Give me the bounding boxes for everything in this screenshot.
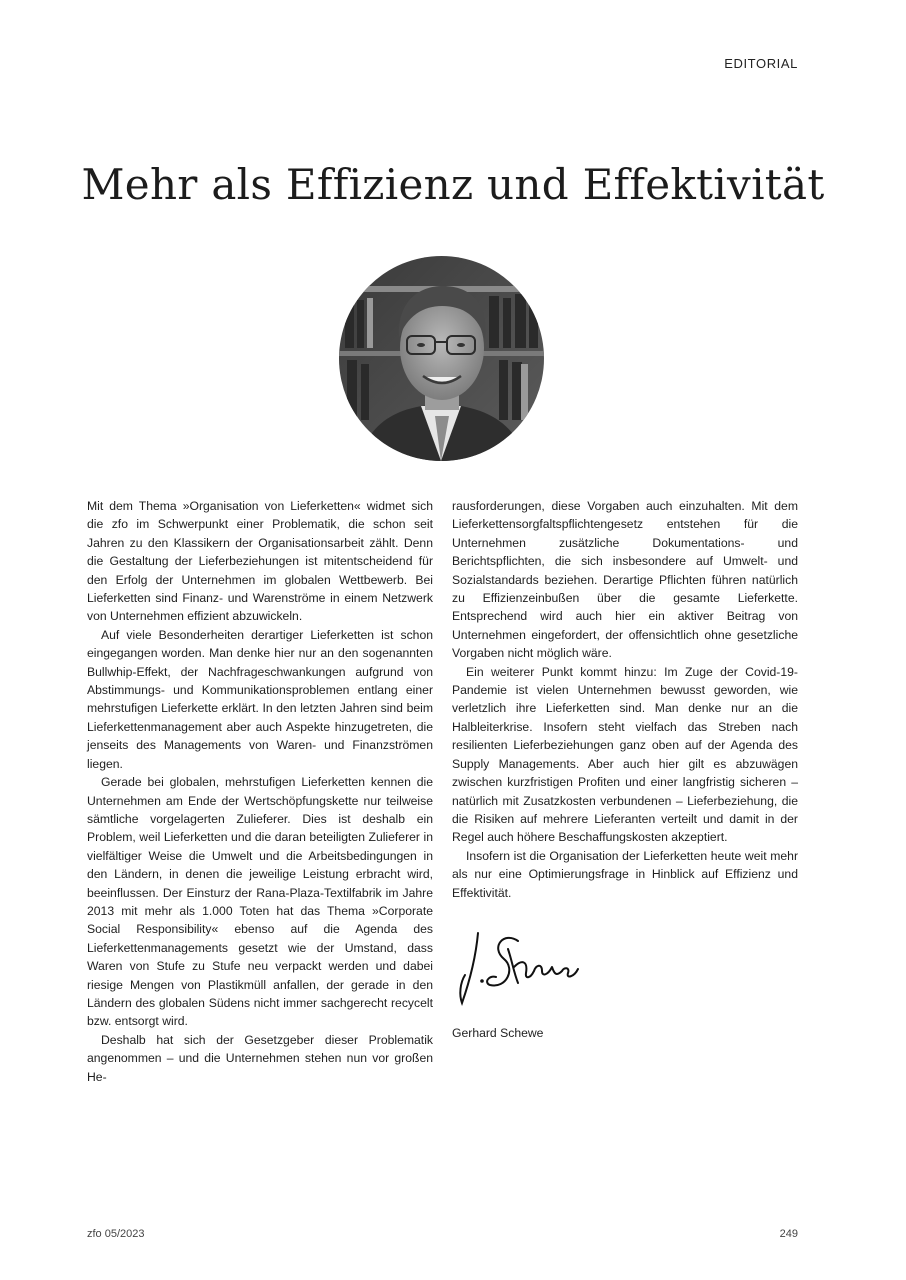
issue-label: zfo 05/2023 bbox=[87, 1228, 145, 1240]
article-column-right bbox=[452, 497, 798, 902]
article-title: Mehr als Effizienz und Effektivität bbox=[81, 160, 825, 209]
paragraph: rausforderungen, diese Vorgaben auch einzuhalten. Mit dem Lieferkettensorgfaltspflichtengesetz entstehen für die Unternehmen zusätzliche Dokumentations- und Berichtspflichten, die sich insbesondere auf Umwelt- und Sozialstandards beziehen. Derartige Pflichten führen natürlich zu Effizienzeinbußen über die gesamte Lieferkette. Entsprechend wird auch hier ein aktiver Beitrag von Unternehmen eingefordert, der offensichtlich ohne gesetzliche Vorgaben nicht möglich wäre. bbox=[452, 499, 798, 661]
author-portrait bbox=[339, 256, 544, 461]
paragraph: Ein weiterer Punkt kommt hinzu: Im Zuge der Covid-19-Pandemie ist vielen Unternehmen bewusst geworden, wie verletzlich ihre Lieferketten sind. Man denke nur an die Halbleiterkrise. Insofern steht vielfach das Streben nach resilienten Lieferbeziehungen ganz oben auf der Agenda des Supply Managements. Aber auch hier gilt es abzuwägen zwischen kurzfristigen Profiten und einer langfristig sicheren – natürlich mit Zusatzkosten verbundenen – Lieferbeziehung, die die Risiken auf mehrere Lieferanten verteilt und damit in der Regel auch höhere Beschaffungskosten akzeptiert. bbox=[452, 664, 798, 845]
paragraph: Auf viele Besonderheiten derartiger Lieferketten ist schon eingegangen worden. Man denke hier nur an den sogenannten Bullwhip-Effekt, der Nachfrageschwankungen aufgrund von Abstimmungs- und Kommunikationsproblemen entlang einer mehrstufigen Lieferkette erklärt. In den letzten Jahren sind beim Lieferkettenmanagement aber auch Aspekte hinzugetreten, die jenseits des Managements von Waren- und Finanzströmen liegen. bbox=[87, 627, 433, 771]
section-label: EDITORIAL bbox=[724, 56, 798, 71]
paragraph: Gerade bei globalen, mehrstufigen Lieferketten kennen die Unternehmen am Ende der Wertschöpfungskette nur teilweise sämtliche vorgelagerten Zulieferer. Dies ist deshalb ein Problem, weil Lieferketten und die daran beteiligten Zulieferer in vielfältiger Weise die Umwelt und die Arbeitsbedingungen in den Ländern, in denen die jeweilige Leistung erbracht wird, beeinflussen. Der Einsturz der Rana-Plaza-Textilfabrik im Jahre 2013 mit mehr als 1.000 Toten hat das Thema »Corporate Social Responsibility« ebenso auf die Agenda des Lieferkettenmanagements gesetzt wie der Umstand, dass Waren von Stufe zu Stufe neu verpackt werden und dabei riesige Mengen von Plastikmüll anfallen, der gerade in den Ländern des globalen Südens nicht immer sachgerecht recycelt bzw. entsorgt wird. bbox=[87, 775, 433, 1029]
handwritten-signature bbox=[456, 925, 586, 1015]
paragraph: Mit dem Thema »Organisation von Lieferketten« widmet sich die zfo im Schwerpunkt einer Problematik, die schon seit Jahren zu den Klassikern der Organisationsarbeit zählt. Denn die Gestaltung der Lieferbeziehungen ist mitentscheidend für den Erfolg der Unternehmen im globalen Wettbewerb. Bei Lieferketten sind Finanz- und Warenströme in einem Netzwerk von Unternehmen effizient abzuwickeln. bbox=[87, 499, 433, 624]
author-name: Gerhard Schewe bbox=[452, 1026, 544, 1040]
paragraph: Insofern ist die Organisation der Lieferketten heute weit mehr als nur eine Optimierungsfrage in Hinblick auf Effizienz und Effektivität. bbox=[452, 848, 798, 900]
page-number: 249 bbox=[779, 1228, 798, 1240]
article-column-left bbox=[87, 497, 433, 1086]
paragraph: Deshalb hat sich der Gesetzgeber dieser Problematik angenommen – und die Unternehmen stehen nun vor großen He- bbox=[87, 1032, 433, 1084]
